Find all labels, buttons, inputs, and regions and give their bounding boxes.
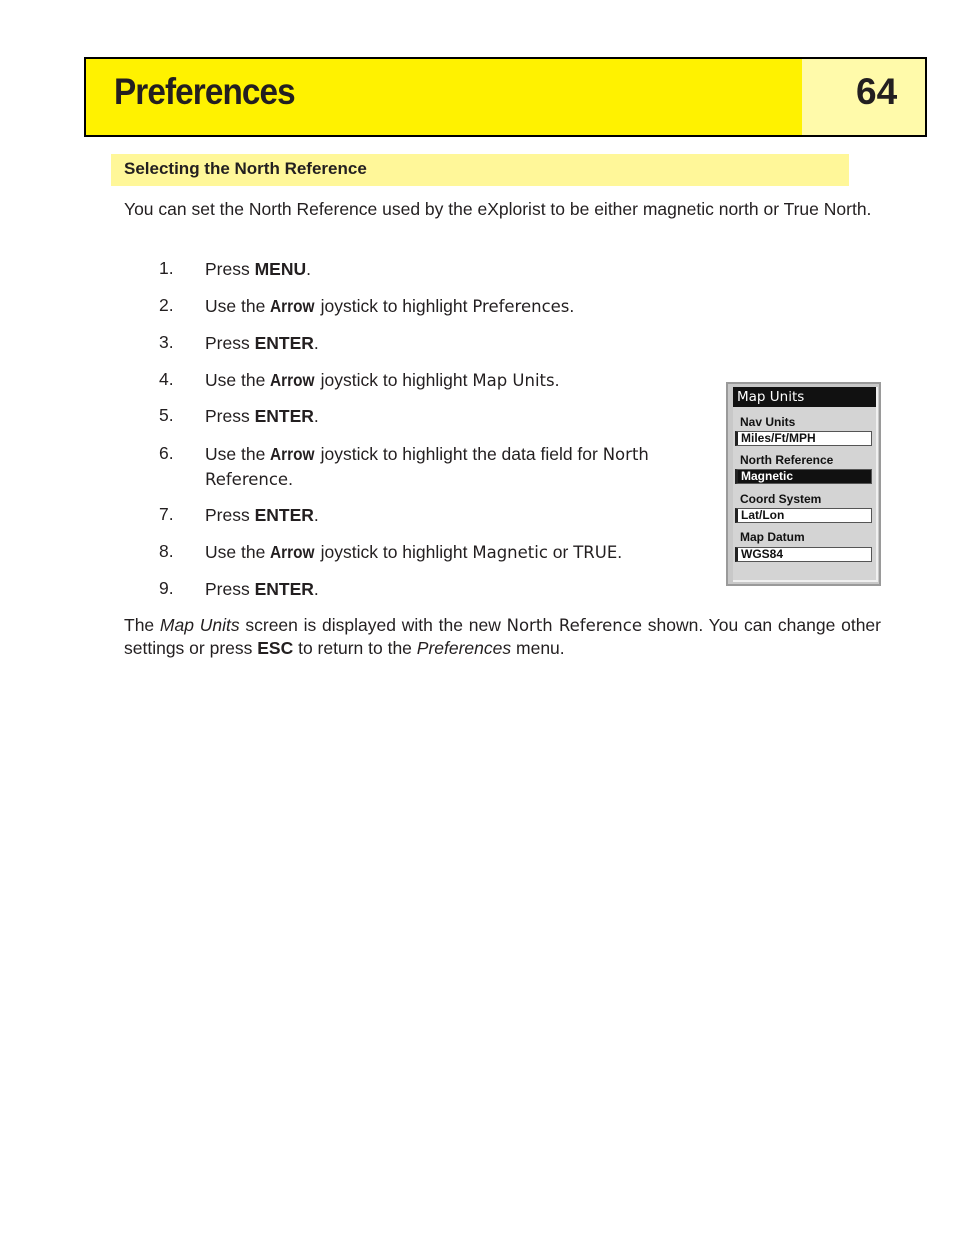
device-title-bar [733,387,876,407]
north-reference-label: North Reference [740,453,834,467]
step-3: Press ENTER. [205,333,319,353]
step-2: Use the Arrow joystick to highlight Preferences. [205,296,575,316]
page-number: 64 [856,71,898,112]
step-number: 8. [159,541,174,561]
step-number: 7. [159,504,174,524]
section-heading [111,154,849,186]
device-screen-image [726,382,881,586]
nav-units-label: Nav Units [740,415,796,429]
map-datum-field: WGS84 [735,547,872,562]
step-8: Use the Arrow joystick to highlight Magnetic or TRUE. [205,542,623,562]
step-number: 3. [159,332,174,352]
step-number: 4. [159,369,174,389]
step-number: 5. [159,405,174,425]
section-title: Selecting the North Reference [124,159,367,178]
coord-system-field: Lat/Lon [735,508,872,523]
step-number: 2. [159,295,174,315]
device-screen [733,387,878,582]
step-7: Press ENTER. [205,505,319,525]
device-title: Map Units [737,389,805,405]
map-datum-label: Map Datum [740,530,805,544]
nav-units-field: Miles/Ft/MPH [735,431,872,446]
step-6: Use the Arrow joystick to highlight the data field for North Reference. [205,444,649,489]
step-5: Press ENTER. [205,406,319,426]
step-1: Press MENU. [205,259,312,279]
page-number-box [802,59,925,135]
page-title: Preferences [114,71,295,112]
step-9: Press ENTER. [205,579,319,599]
step-4: Use the Arrow joystick to highlight Map Units. [205,370,560,390]
intro-paragraph: You can set the North Reference used by the eXplorist to be either magnetic north or True North. [124,199,872,219]
step-number: 6. [159,443,174,463]
coord-system-label: Coord System [740,492,822,506]
step-number: 1. [159,258,174,278]
closing-paragraph: The Map Units screen is displayed with the new North Reference shown. You can change other settings or press ESC to return to the Preferences menu. [124,615,881,658]
page-header [84,57,927,137]
step-number: 9. [159,578,174,598]
north-reference-field: Magnetic [735,469,872,484]
